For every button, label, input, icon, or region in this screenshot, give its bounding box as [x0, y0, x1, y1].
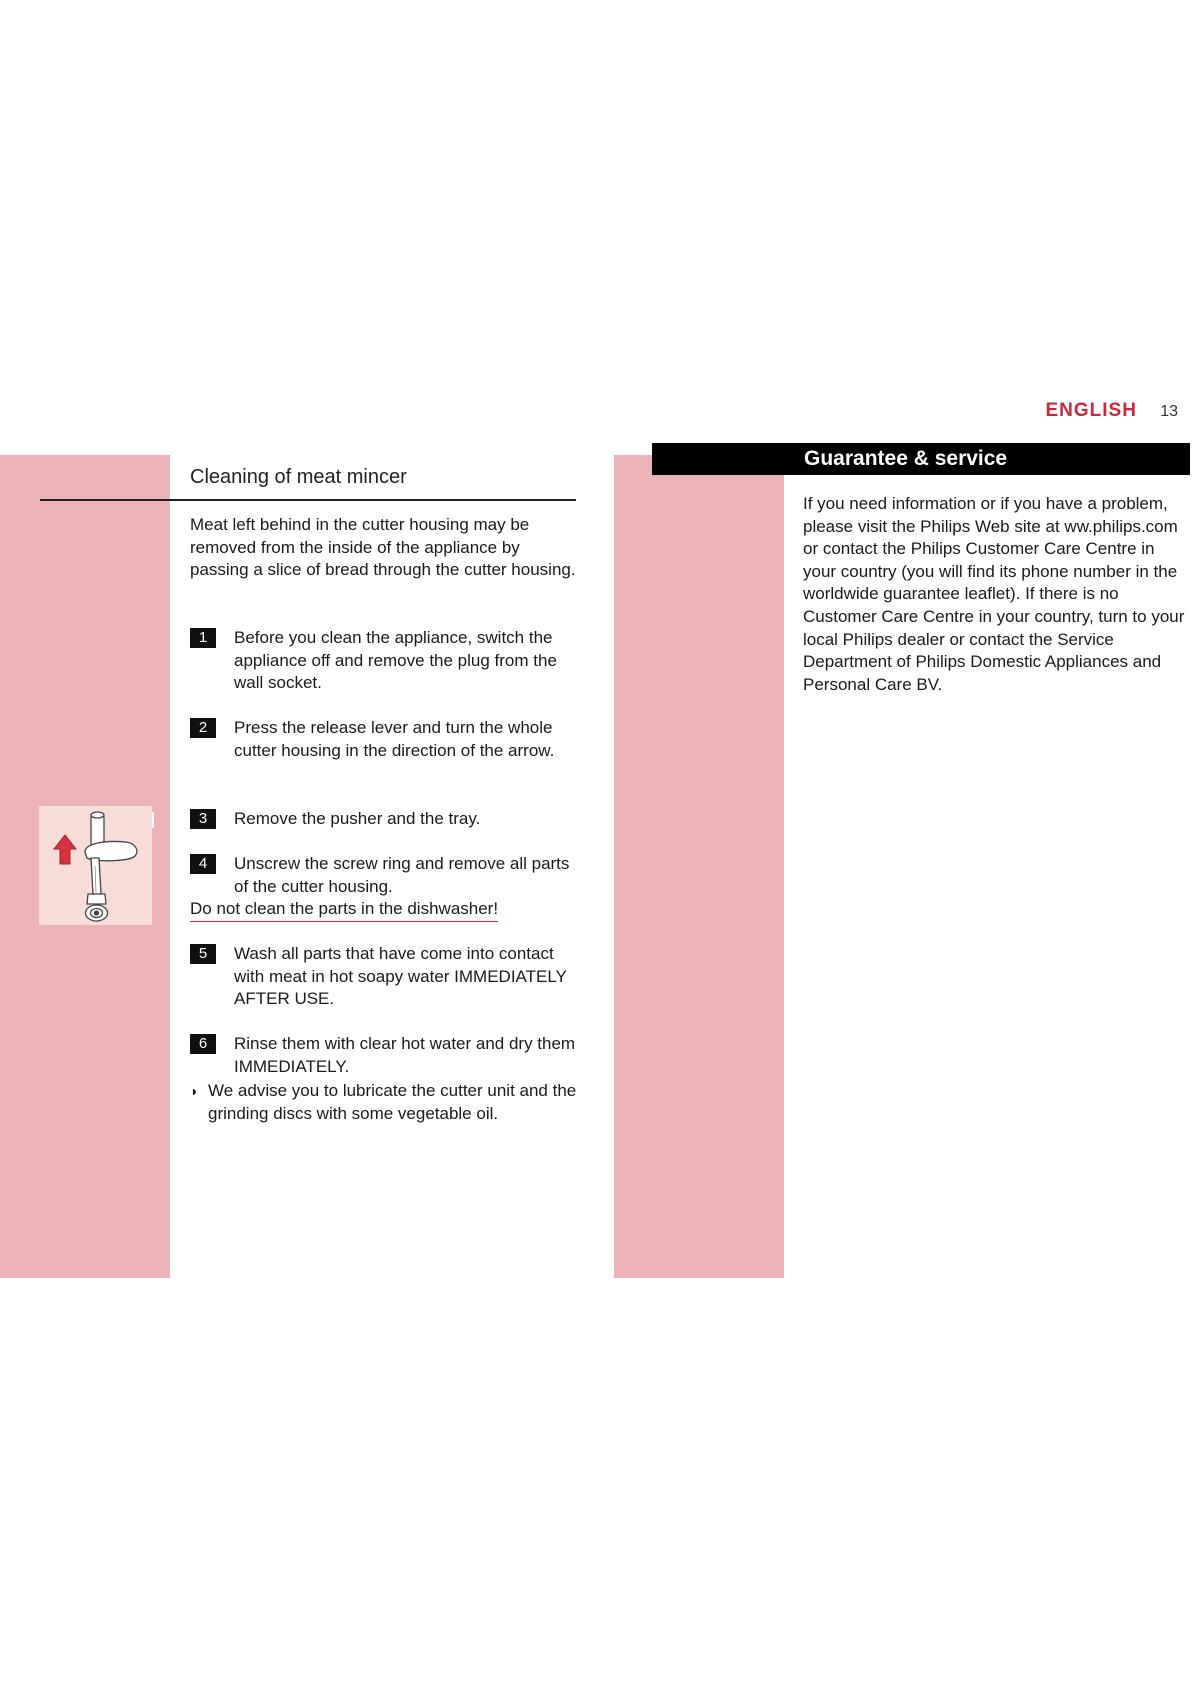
dishwasher-warning: Do not clean the parts in the dishwasher! — [190, 898, 498, 922]
step-4 — [190, 853, 580, 898]
step-text: Unscrew the screw ring and remove all parts of the cutter housing. — [234, 854, 570, 896]
red-arrow-icon — [54, 835, 76, 864]
step-6 — [190, 1033, 580, 1078]
tip-paragraph — [190, 1080, 590, 1125]
right-margin-band — [614, 455, 784, 1278]
step-text: Wash all parts that have come into contact with meat in hot soapy water IMMEDIATELY AFTER USE. — [234, 944, 567, 1009]
guarantee-paragraph: If you need information or if you have a problem, please visit the Philips Web site at ww.philips.com or contact the Philips Customer Care Centre in your country (you will find its phone number in the worldwide guarantee leaflet). If there is no Customer Care Centre in your country, turn to your local Philips dealer or contact the Service Department of Philips Domestic Appliances and Personal Care BV. — [803, 494, 1185, 694]
step-3 — [190, 808, 580, 831]
step-number-badge: 5 — [190, 944, 216, 964]
step-number-badge: 6 — [190, 1034, 216, 1054]
language-header — [1045, 400, 1178, 422]
section-title-guarantee: Guarantee & service — [804, 447, 1008, 470]
half-circle-bullet-icon: ◗ — [190, 1083, 199, 1099]
tip-text: We advise you to lubricate the cutter unit and the grinding discs with some vegetable oil. — [208, 1081, 577, 1123]
step-1 — [190, 627, 580, 695]
cutter-housing-illustration — [39, 806, 152, 925]
intro-paragraph: Meat left behind in the cutter housing may be removed from the inside of the appliance by passing a slice of bread through the cutter housing. — [190, 515, 576, 580]
step-text: Before you clean the appliance, switch the appliance off and remove the plug from the wall socket. — [234, 628, 557, 693]
step-text: Remove the pusher and the tray. — [234, 809, 481, 828]
section-title-cleaning: Cleaning of meat mincer — [190, 466, 407, 488]
language-label: ENGLISH — [1045, 400, 1137, 421]
step-text: Rinse them with clear hot water and dry them IMMEDIATELY. — [234, 1034, 576, 1076]
title-rule — [40, 499, 576, 501]
step-2 — [190, 717, 580, 762]
step-number-badge: 3 — [190, 809, 216, 829]
cutter-housing-drawing — [39, 806, 152, 925]
step-number-badge: 1 — [190, 628, 216, 648]
step-5 — [190, 943, 580, 1011]
step-number-badge: 4 — [190, 854, 216, 874]
callout-pointer — [152, 808, 172, 832]
step-number-badge: 2 — [190, 718, 216, 738]
step-text: Press the release lever and turn the whole cutter housing in the direction of the arrow. — [234, 718, 555, 760]
page-number: 13 — [1160, 403, 1178, 420]
